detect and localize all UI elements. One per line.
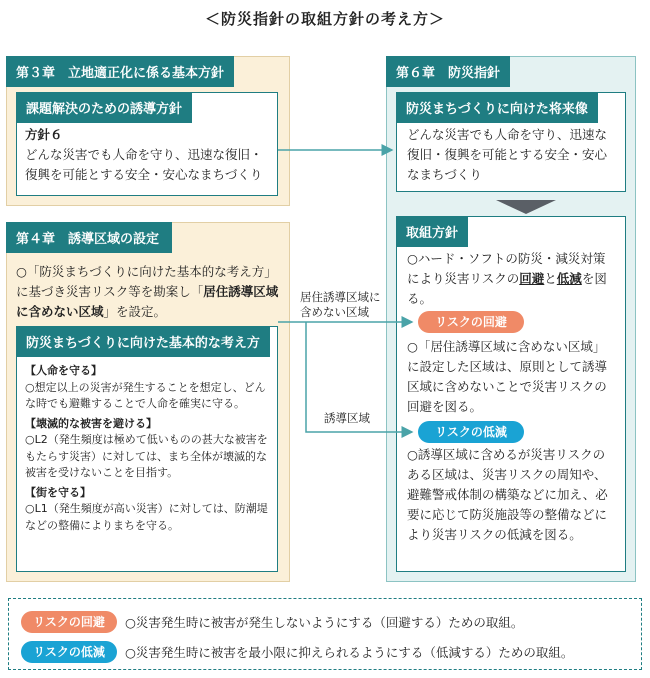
legend-reduce-text: ○災害発生時に被害を最小限に抑えられるようにする（低減する）ための取組。 xyxy=(125,645,574,660)
policy-header: 取組方針 xyxy=(396,216,468,247)
chapter4-header: 第４章 誘導区域の設定 xyxy=(6,222,172,253)
policy-text: どんな災害でも人命を守り、迅速な復旧・復興を可能とする安全・安心なまちづくり xyxy=(25,147,263,182)
chapter6-header: 第６章 防災指針 xyxy=(386,56,510,87)
chapter4-intro-b: 」を設定。 xyxy=(103,304,167,319)
policy-item-3: ○誘導区域に含めるが災害リスクのある区域は、災害リスクの周知や、避難警戒体制の構築などに加え、必要に応じて防災施設等の整備などにより災害リスクの低減を図る。 xyxy=(407,447,608,542)
item-title: 【人命を守る】 xyxy=(25,364,102,377)
legend-row-avoid xyxy=(21,611,523,633)
item-text: ○L2（発生頻度は極めて低いものの甚大な被害をもたらす災害）に対しては、まち全体が壊滅的な被害を受けないことを目指す。 xyxy=(25,433,268,479)
legend-reduce-pill: リスクの低減 xyxy=(21,641,117,663)
policy-item-1: ○ハード・ソフトの防災・減災対策により災害リスクの回避と低減を図る。 xyxy=(407,251,607,306)
policy-item-2: ○「居住誘導区域に含めない区域」に設定した区域は、原則として誘導区域に含めないことで災害リスクの回避を図る。 xyxy=(407,339,608,414)
arrow-label-avoid: 居住誘導区域に 含めない区域 xyxy=(300,290,381,319)
item-title: 【街を守る】 xyxy=(25,485,91,499)
vision-text: どんな災害でも人命を守り、迅速な復旧・復興を可能とする安全・安心なまちづくり xyxy=(407,127,608,182)
arrow-label-reduce: 誘導区域 xyxy=(324,411,370,425)
legend-row-reduce xyxy=(21,641,573,663)
legend-box xyxy=(8,598,642,670)
chapter4-intro-a: ○「防災まちづくりに向けた基本的な考え方」に基づき災害リスク等を勘案し「 xyxy=(16,264,277,299)
risk-reduce-pill: リスクの低減 xyxy=(418,421,524,443)
basic-approach-header: 防災まちづくりに向けた基本的な考え方 xyxy=(16,326,270,357)
page-title: ＜防災指針の取組方針の考え方＞ xyxy=(204,10,445,28)
risk-avoid-pill: リスクの回避 xyxy=(418,311,524,333)
policy-label: 方針６ xyxy=(25,127,63,142)
item-text: ○想定以上の災害が発生することを想定し、どんな時でも避難することで人命を確実に守る。 xyxy=(25,380,266,410)
item-text: ○L1（発生頻度が高い災害）に対しては、防潮堤などの整備によりまちを守る。 xyxy=(25,502,268,532)
chapter4-intro-bold: 居住誘導区域に含めない区域 xyxy=(16,284,279,319)
guidance-policy-header: 課題解決のための誘導方針 xyxy=(16,92,192,123)
vision-header: 防災まちづくりに向けた将来像 xyxy=(396,92,598,123)
chapter3-header: 第３章 立地適正化に係る基本方針 xyxy=(6,56,234,87)
legend-avoid-pill: リスクの回避 xyxy=(21,611,117,633)
legend-avoid-text: ○災害発生時に被害が発生しないようにする（回避する）ための取組。 xyxy=(125,615,524,630)
item-title: 【壊滅的な被害を避ける】 xyxy=(25,416,157,430)
